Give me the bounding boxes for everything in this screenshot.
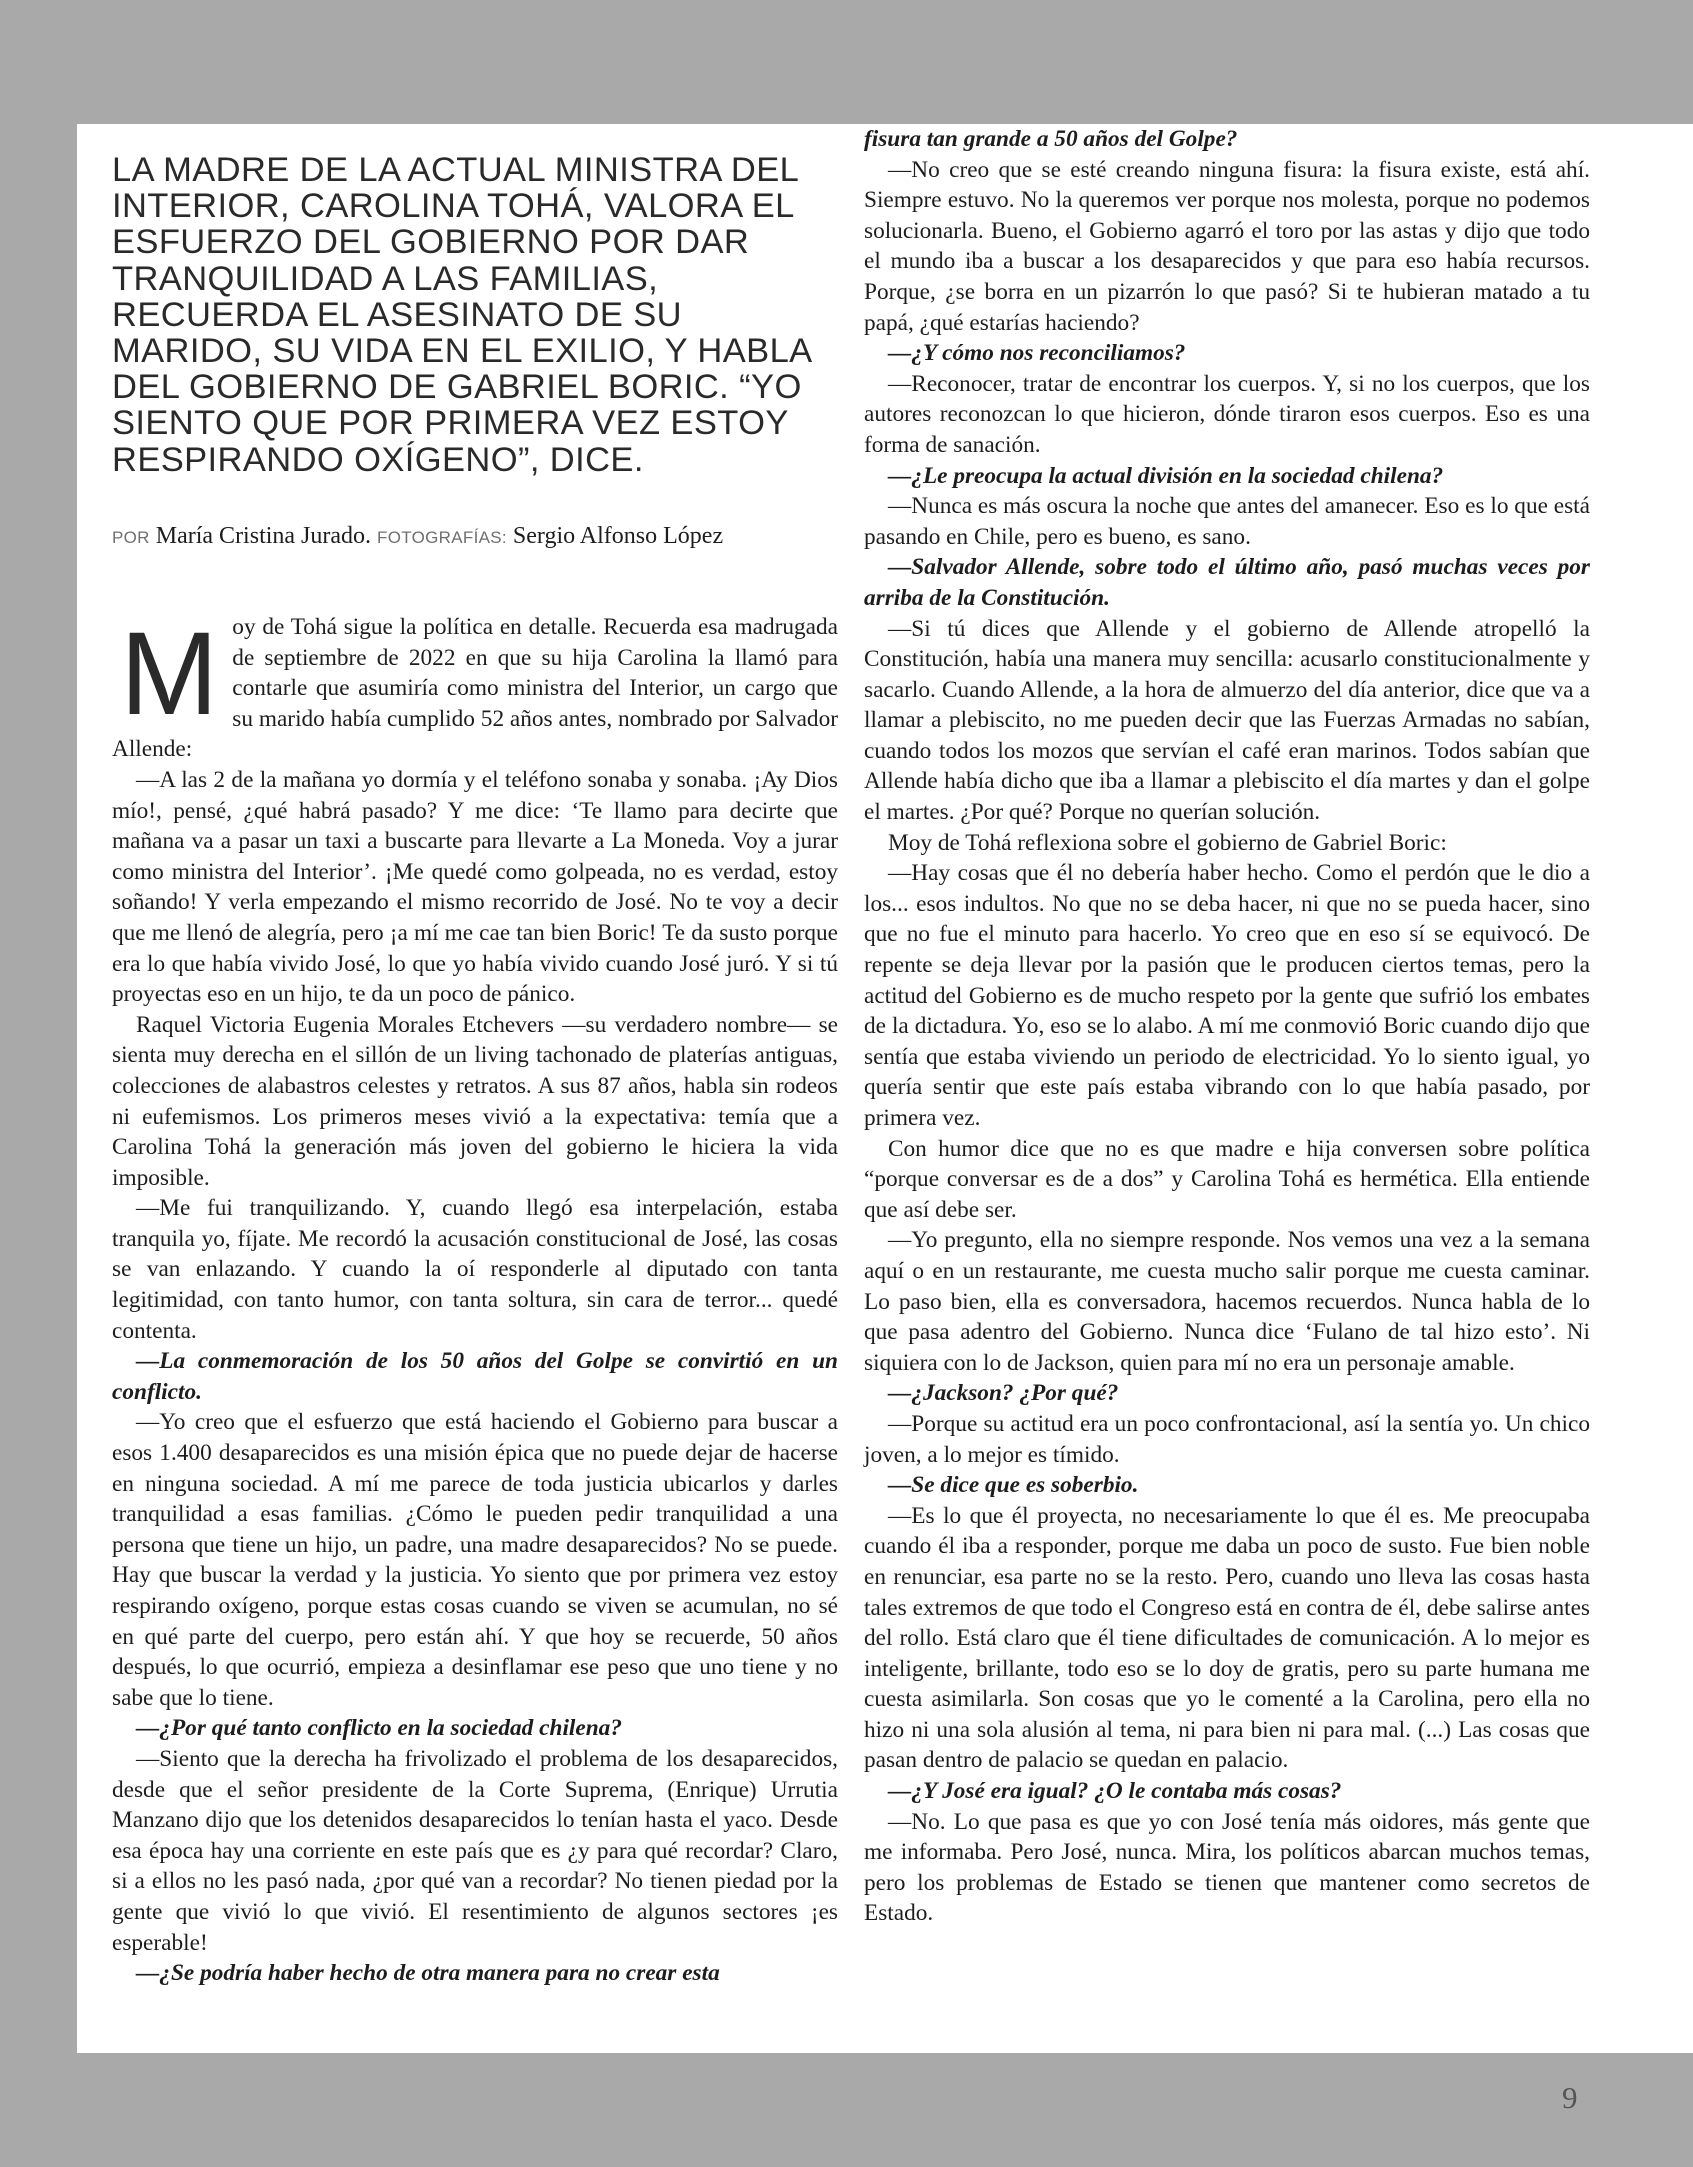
- interview-question: —¿Y José era igual? ¿O le contaba más cosas?: [888, 1778, 1342, 1805]
- paragraph: —No creo que se esté creando ninguna fisura: la fisura existe, está ahí. Siempre estuvo. No la queremos ver porque nos molesta, porque no podemos solucionarla. Bueno, el Gobierno agarró el toro por las astas y dijo que todo el mundo iba a buscar a los desaparecidos y que para eso había recursos. Porque, ¿se borra en un pizarrón lo que pasó? Si te hubieran matado a tu papá, ¿qué estarías haciendo?: [864, 156, 1590, 336]
- article-page: [77, 124, 1693, 2053]
- paragraph: —Yo pregunto, ella no siempre responde. Nos vemos una vez a la semana aquí o en un restaurante, me cuesta mucho salir porque me cuesta caminar. Lo paso bien, ella es conversadora, hacemos recuerdos. Nunca habla de lo que pasa adentro del Gobierno. Nunca dice ‘Fulano de tal hizo esto’. Ni siquiera con lo de Jackson, quien para mí no era un personaje amable.: [864, 1227, 1590, 1376]
- article-deck: LA MADRE DE LA ACTUAL MINISTRA DEL INTERIOR, CAROLINA TOHÁ, VALORA EL ESFUERZO DEL GOBIERNO POR DAR TRANQUILIDAD A LAS FAMILIAS, RECUERDA EL ASESINATO DE SU MARIDO, SU VIDA EN EL EXILIO, Y HABLA DEL GOBIERNO DE GABRIEL BORIC. “YO SIENTO QUE POR PRIMERA VEZ ESTOY RESPIRANDO OXÍGENO”, DICE.: [112, 151, 811, 479]
- interview-question: —¿Jackson? ¿Por qué?: [888, 1380, 1119, 1407]
- lead-text: oy de Tohá sigue la política en detalle. Recuerda esa madrugada de septiembre de 2022 en que su hija Carolina la llamó para contarle que asumiría como ministra del Interior, un cargo que su marido había cumplido 52 años antes, nombrado por Salvador Allende:: [112, 614, 838, 763]
- byline: [112, 521, 852, 553]
- paragraph: —A las 2 de la mañana yo dormía y el teléfono sonaba y sonaba. ¡Ay Dios mío!, pensé, ¿qué habrá pasado? Y me dice: ‘Te llamo para decirte que mañana va a pasar un taxi a buscarte para llevarte a La Moneda. Voy a jurar como ministra del Interior’. ¡Me quedé como golpeada, no es verdad, estoy soñando! Y verla empezando el mismo recorrido de José. No te voy a decir que me llenó de alegría, pero ¡a mí me cae tan bien Boric! Te da susto porque era lo que había vivido José, lo que yo había vivido cuando José juró. Y si tú proyectas eso en un hijo, te da un poco de pánico.: [112, 766, 838, 1008]
- interview-question: —La conmemoración de los 50 años del Golpe se convirtió en un conflicto.: [112, 1348, 838, 1405]
- paragraph: —Yo creo que el esfuerzo que está haciendo el Gobierno para buscar a esos 1.400 desaparecidos es una misión épica que no puede dejar de hacerse en ninguna sociedad. A mí me parece de toda justicia ubicarlos y darles tranquilidad a esas familias. ¿Cómo le pueden pedir tranquilidad a una persona que tiene un hijo, un padre, una madre desaparecidos? No se puede. Hay que buscar la verdad y la justicia. Yo siento que por primera vez estoy respirando oxígeno, porque estas cosas cuando se viven se acumulan, no sé en qué parte del cuerpo, pero están ahí. Y que hoy se recuerde, 50 años después, lo que ocurrió, empieza a desinflamar ese peso que uno tiene y no sabe que lo tiene.: [112, 1409, 838, 1711]
- paragraph: —Porque su actitud era un poco confrontacional, así la sentía yo. Un chico joven, a lo mejor es tímido.: [864, 1410, 1590, 1468]
- interview-question: —¿Por qué tanto conflicto en la sociedad chilena?: [136, 1715, 622, 1742]
- page-number: 9: [1562, 2080, 1578, 2115]
- left-column: [112, 608, 838, 1989]
- paragraph: —Reconocer, tratar de encontrar los cuerpos. Y, si no los cuerpos, que los autores reconozcan lo que hicieron, dónde tiraron esos cuerpos. Eso es una forma de sanación.: [864, 370, 1590, 458]
- byline-author: María Cristina Jurado.: [155, 523, 372, 549]
- paragraph: —Me fui tranquilizando. Y, cuando llegó esa interpelación, estaba tranquila yo, fíjate. Me recordó la acusación constitucional de José, las cosas se van enlazando. Y cuando la oí responderle al diputado con tanta legitimidad, con tanto humor, con tanta soltura, sin cara de terror... quedé contenta.: [112, 1195, 838, 1344]
- paragraph: —Siento que la derecha ha frivolizado el problema de los desaparecidos, desde que el señor presidente de la Corte Suprema, (Enrique) Urrutia Manzano dijo que los detenidos desaparecidos lo tenían hasta el yaco. Desde esa época hay una corriente en este país que es ¿y para qué recordar? Claro, si a ellos no les pasó nada, ¿por qué van a recordar? No tienen piedad por la gente que vivió lo que vivió. El resentimiento de algunos sectores ¡es esperable!: [112, 1745, 838, 1956]
- paragraph: —No. Lo que pasa es que yo con José tenía más oidores, más gente que me informaba. Pero José, nunca. Mira, los políticos abarcan muchos temas, pero los problemas de Estado se tienen que mantener como secretos de Estado.: [864, 1808, 1590, 1927]
- interview-question: —¿Le preocupa la actual división en la sociedad chilena?: [888, 462, 1444, 489]
- interview-question: —¿Y cómo nos reconciliamos?: [888, 340, 1186, 367]
- paragraph: Raquel Victoria Eugenia Morales Etchevers —su verdadero nombre— se sienta muy derecha en el sillón de un living tachonado de platerías antiguas, colecciones de alabastros celestes y retratos. A sus 87 años, habla sin rodeos ni eufemismos. Los primeros meses vivió a la expectativa: temía que a Carolina Tohá la generación más joven del gobierno le hiciera la vida imposible.: [112, 1011, 838, 1191]
- interview-question: —Salvador Allende, sobre todo el último año, pasó muchas veces por arriba de la Constitución.: [864, 554, 1590, 611]
- right-column: [864, 124, 1590, 1929]
- interview-question: —¿Se podría haber hecho de otra manera para no crear esta: [136, 1960, 720, 1987]
- lead-paragraph: [112, 608, 838, 765]
- drop-cap: M: [120, 608, 219, 740]
- byline-photo-label: FOTOGRAFÍAS:: [377, 528, 507, 547]
- paragraph: Moy de Tohá reflexiona sobre el gobierno de Gabriel Boric:: [888, 829, 1447, 856]
- byline-photographer: Sergio Alfonso López: [512, 523, 724, 549]
- interview-question: —Se dice que es soberbio.: [888, 1472, 1139, 1499]
- paragraph: —Hay cosas que él no debería haber hecho. Como el perdón que le dio a los... esos indultos. No que no se deba hacer, ni que no se pueda hacer, sino que no fue el minuto para hacerlo. Yo creo que en eso sí se equivocó. De repente se deja llevar por la pasión que le producen ciertos temas, pero la actitud del Gobierno es de mucho respeto por la gente que sufrió los embates de la dictadura. Yo, eso se lo alabo. A mí me conmovió Boric cuando dijo que sentía que estaba viviendo un periodo de electricidad. Yo lo siento igual, yo quería sentir que este país estaba vibrando con lo que había pasado, por primera vez.: [864, 860, 1590, 1131]
- interview-question-continued: fisura tan grande a 50 años del Golpe?: [864, 126, 1238, 152]
- paragraph: —Nunca es más oscura la noche que antes del amanecer. Eso es lo que está pasando en Chile, pero es bueno, es sano.: [864, 493, 1590, 550]
- paragraph: —Si tú dices que Allende y el gobierno de Allende atropelló la Constitución, había una manera muy sencilla: acusarlo constitucionalmente y sacarlo. Cuando Allende, a la hora de almuerzo del día anterior, dice que va a llamar a plebiscito, no me pueden decir que las Fuerzas Armadas no sabían, cuando todos los mozos que servían el café eran marinos. Todos sabían que Allende había dicho que iba a llamar a plebiscito el día martes y dan el golpe el martes. ¿Por qué? Porque no querían solución.: [864, 615, 1590, 826]
- byline-por-label: POR: [112, 528, 150, 547]
- paragraph: Con humor dice que no es que madre e hija conversen sobre política “porque conversar es de a dos” y Carolina Tohá es hermética. Ella entiende que así debe ser.: [864, 1135, 1590, 1223]
- paragraph: —Es lo que él proyecta, no necesariamente lo que él es. Me preocupaba cuando él iba a responder, porque me daba un poco de susto. Fue bien noble en renunciar, esa parte no se la resto. Pero, cuando uno lleva las cosas hasta tales extremos de que todo el Congreso está en contra de él, debe salirse antes del rollo. Está claro que él tiene dificultades de comunicación. A lo mejor es inteligente, brillante, todo eso se lo doy de gratis, pero su parte humana me cuesta asimilarla. Son cosas que yo le comenté a la Carolina, pero ella no hizo ni una sola alusión al tema, ni para bien ni para mal. (...) Las cosas que pasan dentro de palacio se quedan en palacio.: [864, 1502, 1590, 1774]
